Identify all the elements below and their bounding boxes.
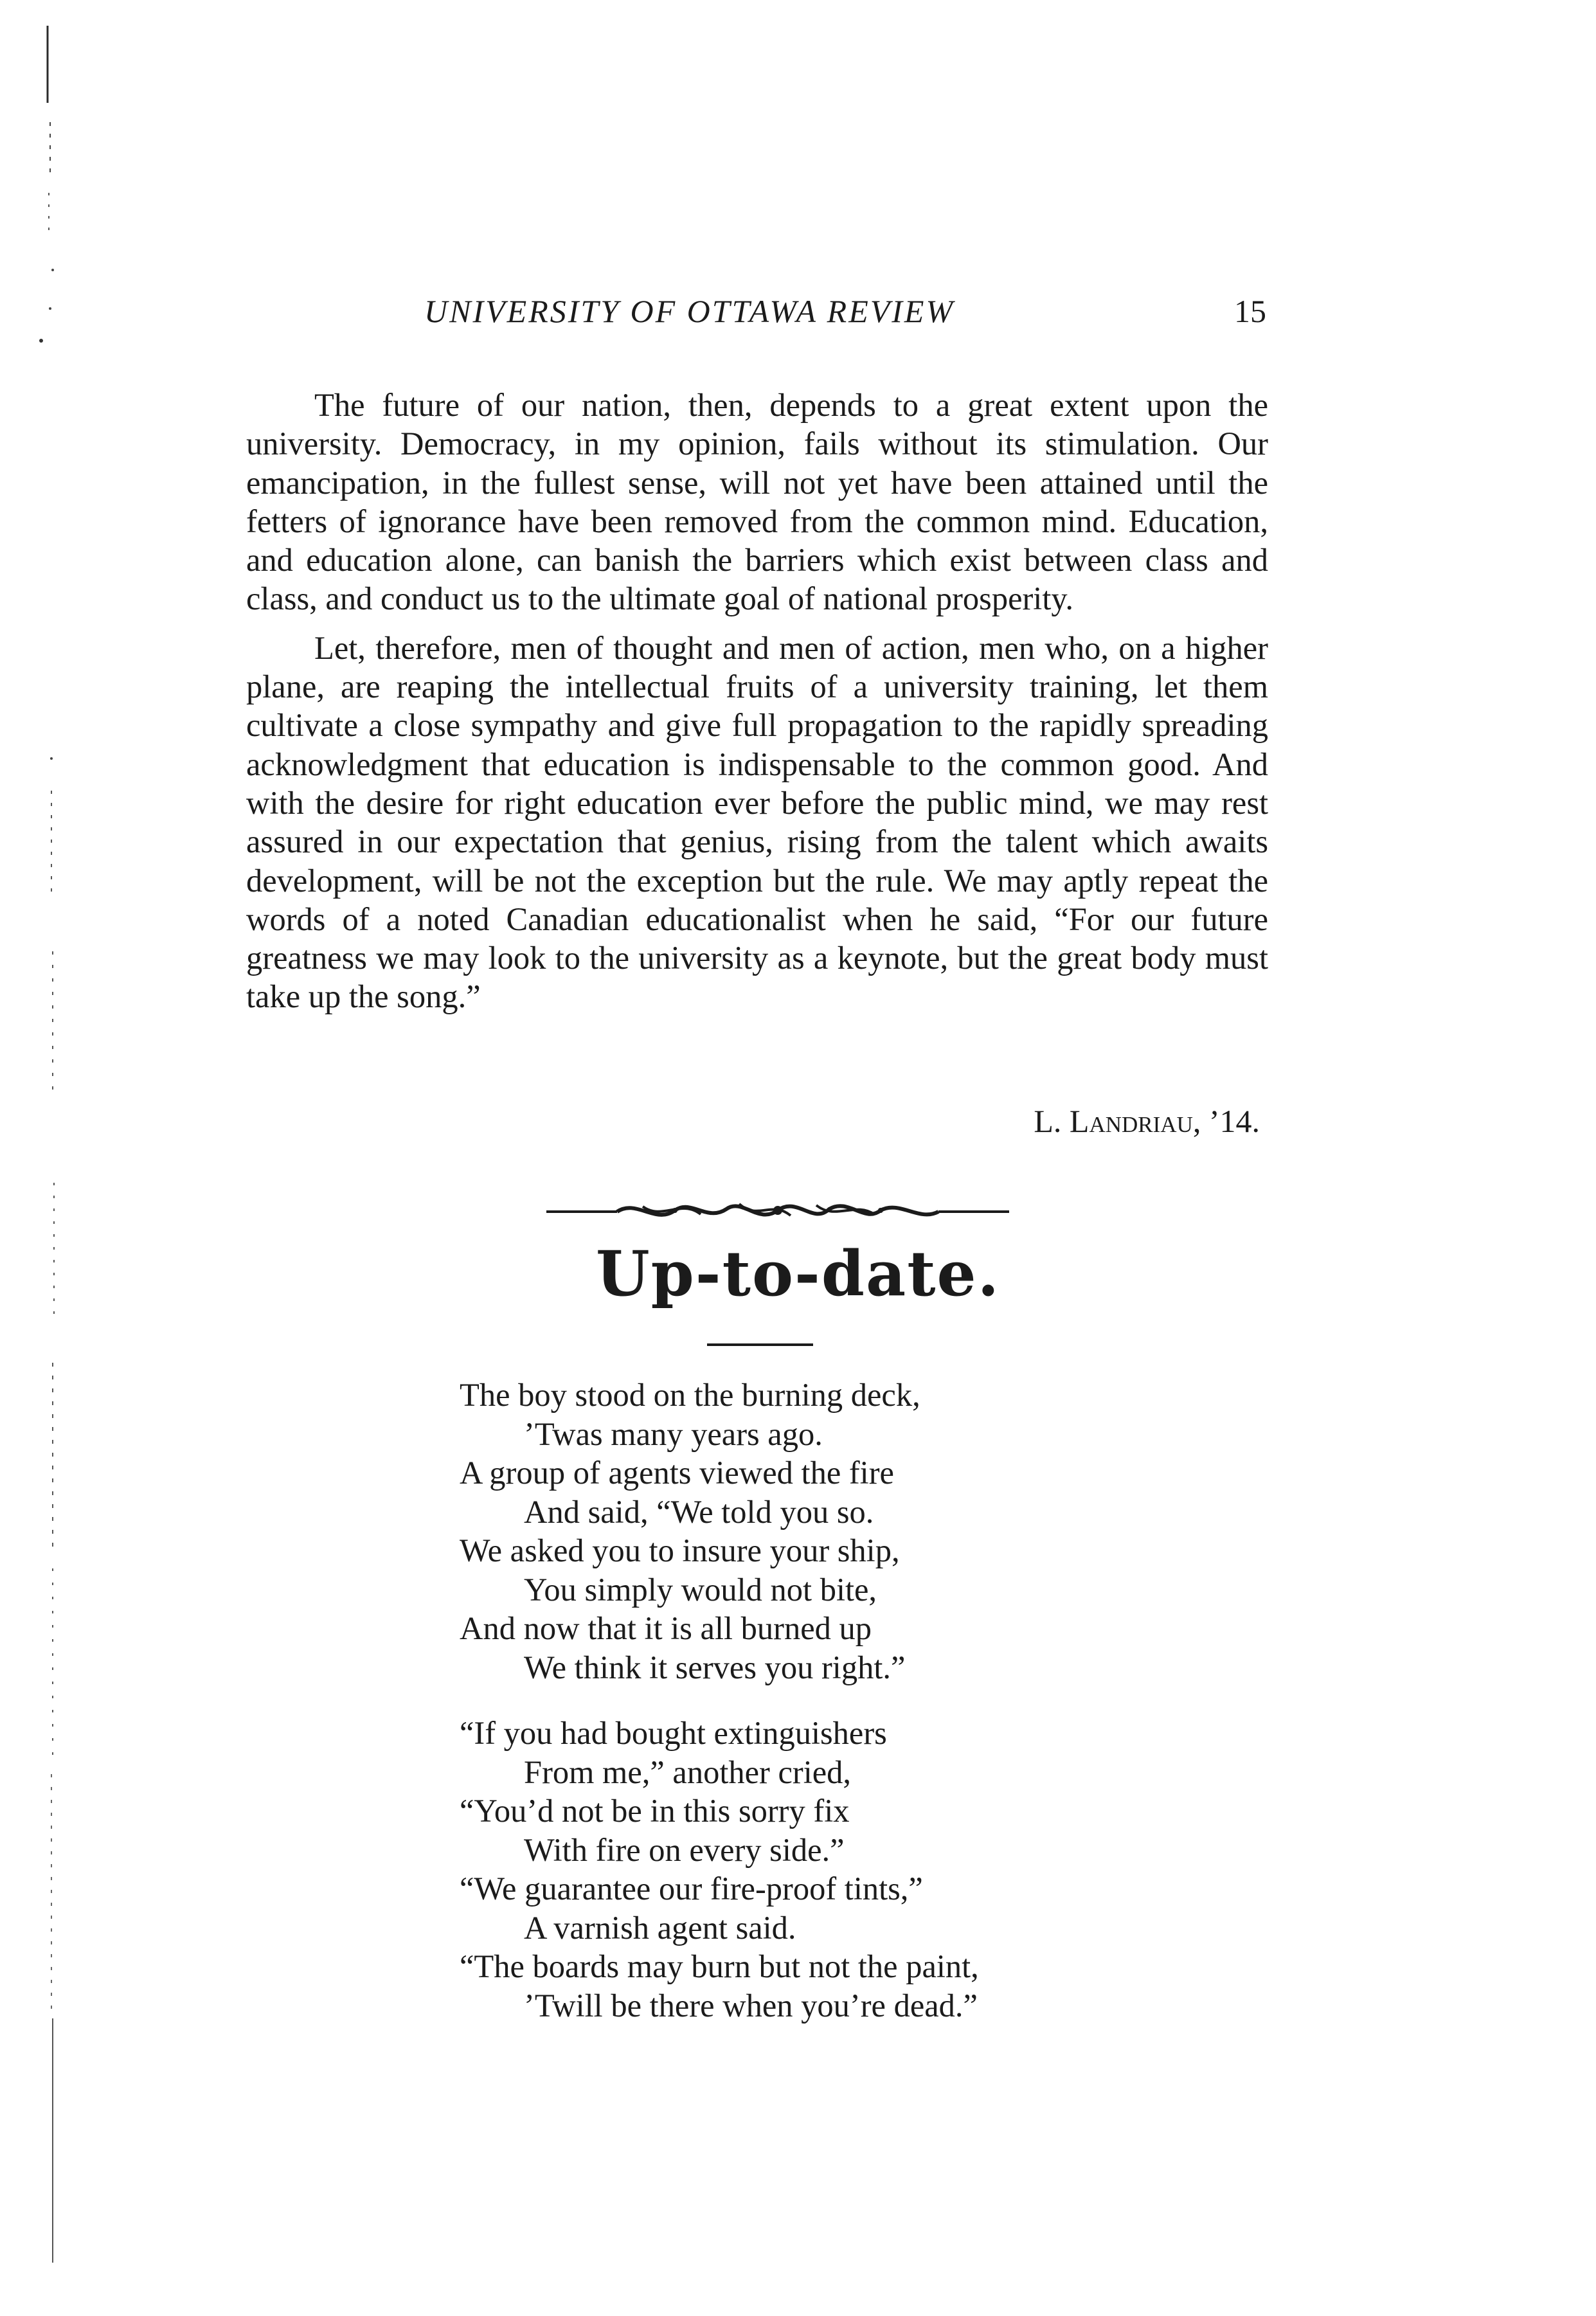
poem-line: You simply would not bite, xyxy=(524,1571,877,1608)
poem-line: With fire on every side.” xyxy=(524,1831,845,1868)
poem-line: A varnish agent said. xyxy=(524,1909,796,1946)
poem-line: We asked you to insure your ship, xyxy=(460,1532,900,1568)
poem-line: ’Twas many years ago. xyxy=(524,1415,823,1452)
author-signature xyxy=(964,1102,1260,1140)
journal-title: UNIVERSITY OF OTTAWA REVIEW xyxy=(424,293,955,329)
running-header xyxy=(424,292,1266,337)
essay-conclusion xyxy=(246,386,1268,1027)
poem-line: “The boards may burn but not the paint, xyxy=(460,1948,979,1984)
poem-line: A group of agents viewed the fire xyxy=(460,1455,894,1491)
poem-line: “We guarantee our fire-proof tints,” xyxy=(460,1871,923,1907)
poem xyxy=(460,1376,1295,2052)
author-class-year: , ’14. xyxy=(1192,1103,1260,1139)
poem-line: “You’d not be in this sorry fix xyxy=(460,1793,850,1829)
poem-line: We think it serves you right.” xyxy=(524,1649,906,1685)
decorative-ornament-divider xyxy=(546,1192,1009,1228)
poem-line: From me,” another cried, xyxy=(524,1754,852,1790)
poem-line: “If you had bought extinguishers xyxy=(460,1715,887,1751)
page-number: 15 xyxy=(1234,293,1266,329)
stanza xyxy=(460,1714,1295,2025)
poem-line: And said, “We told you so. xyxy=(524,1493,874,1530)
paragraph: The future of our nation, then, depends to a great extent upon the university. Democracy, in my opinion, fails without its stimulation. Our emancipation, in the fullest sense, will not yet have been attained until the fetters of ignorance have been removed from the common mind. Education, and education alone, can banish the barriers which exist between class and class, and conduct us to the ultimate goal of national prosperity. xyxy=(246,387,1268,617)
author-initial: L. xyxy=(1034,1103,1070,1139)
poem-line: The boy stood on the burning deck, xyxy=(460,1377,920,1413)
author-surname: Landriau xyxy=(1069,1103,1193,1139)
poem-line: And now that it is all burned up xyxy=(460,1610,872,1646)
poem-line: ’Twill be there when you’re dead.” xyxy=(524,1987,978,2024)
poem-title: Up-to-date. xyxy=(595,1237,1001,1310)
binding-margin-marks xyxy=(39,26,58,2263)
paragraph: Let, therefore, men of thought and men of action, men who, on a higher plane, are reaping the intellectual fruits of a university training, let them cultivate a close sympathy and give full propagation to the rapidly spreading acknowledgment that education is indispensable to the common good. And with the desire for right education ever before the public mind, we may rest assured in our expectation that genius, rising from the talent which awaits development, will be not the exception but the rule. We may aptly repeat the words of a noted Canadian educationalist when he said, “For our future greatness we may look to the university as a keynote, but the great body must take up the song.” xyxy=(246,629,1268,1015)
title-rule xyxy=(707,1343,813,1346)
stanza xyxy=(460,1376,1295,1687)
